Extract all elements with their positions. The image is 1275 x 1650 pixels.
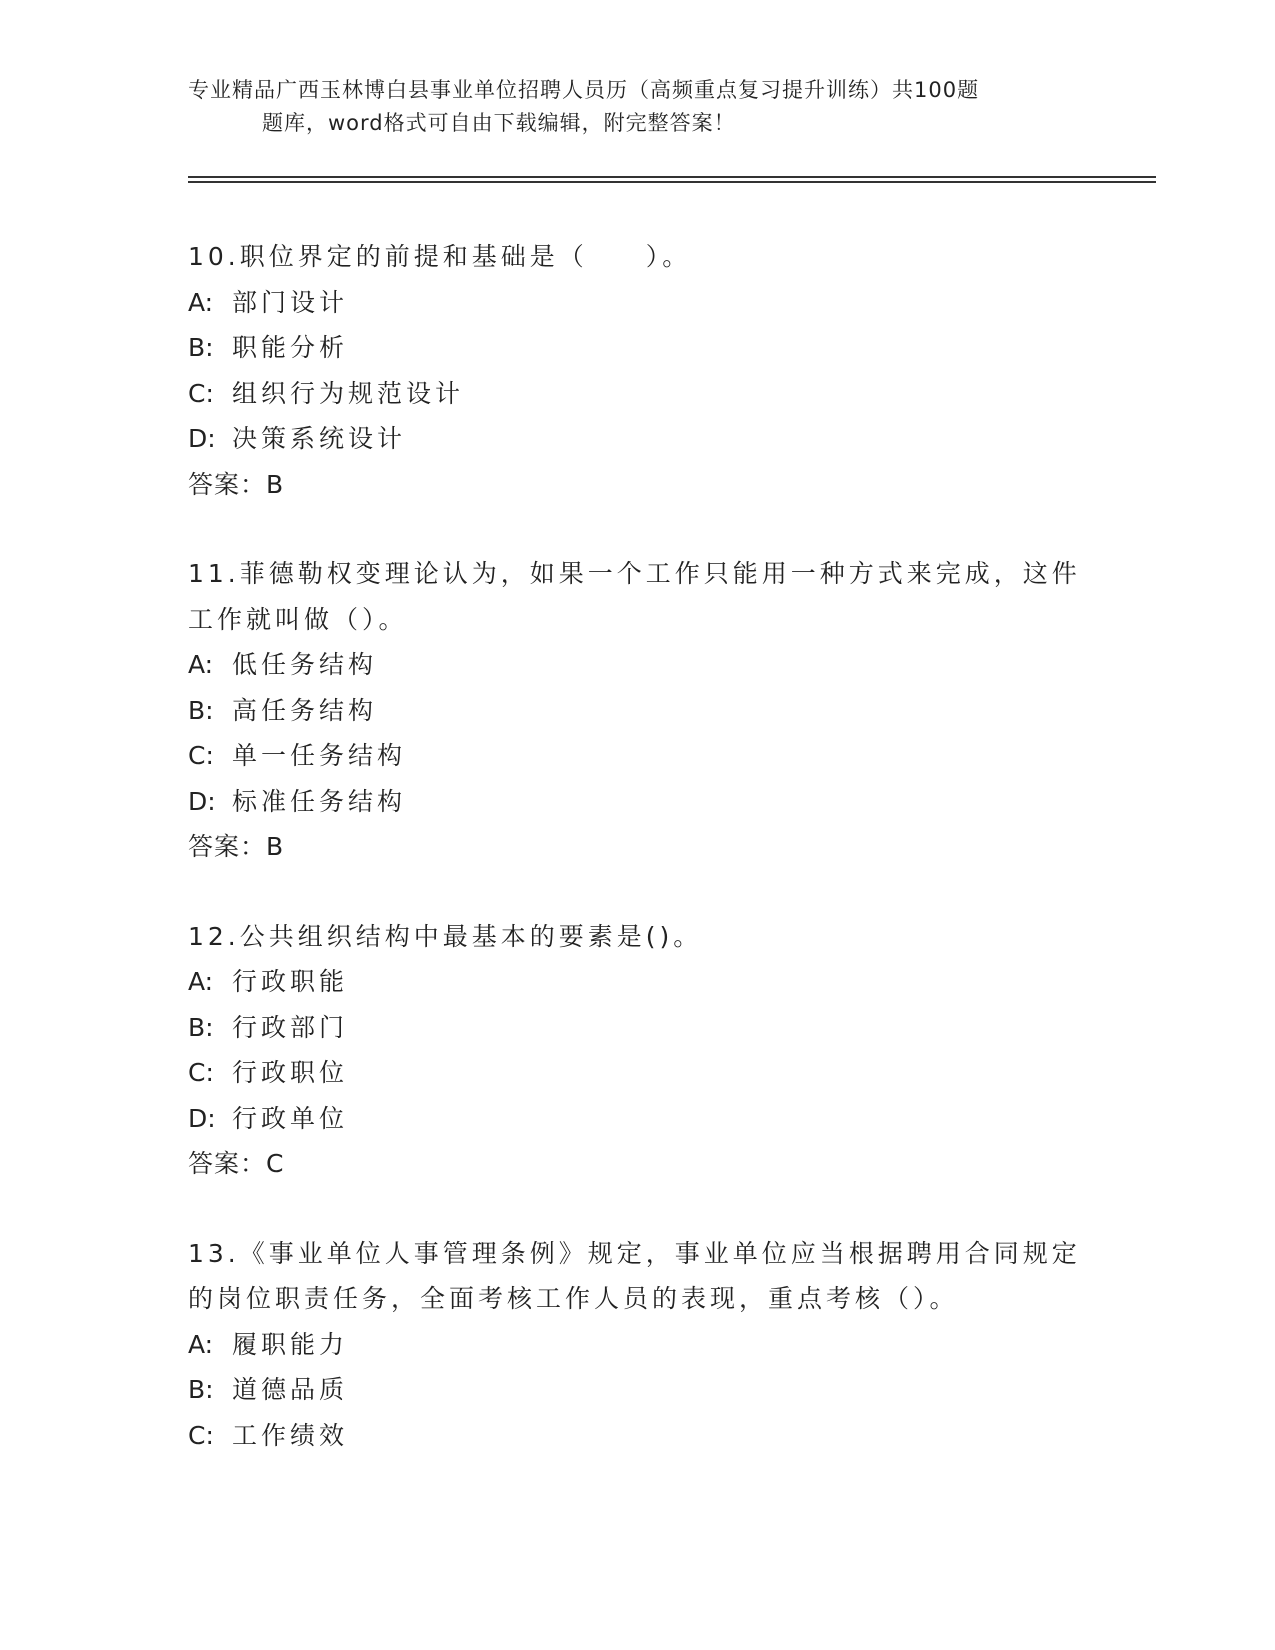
option-text: 低任务结构 [232, 650, 378, 679]
question-text: 11.菲德勒权变理论认为，如果一个工作只能用一种方式来完成，这件 [188, 559, 1081, 588]
option-c [188, 1050, 1088, 1096]
answer-line: 答案：B [188, 469, 285, 499]
option-text: 行政部门 [232, 1012, 349, 1042]
header-line-2: 题库，word格式可自由下载编辑，附完整答案！ [262, 111, 736, 135]
option-c [188, 1413, 1088, 1459]
option-letter: C: [188, 1058, 214, 1087]
option-b [188, 1005, 1088, 1051]
option-letter: A: [188, 967, 214, 996]
option-b [188, 325, 1088, 371]
option-text: 标准任务结构 [232, 786, 407, 816]
option-text: 组织行为规范设计 [232, 378, 465, 408]
question-text: 13.《事业单位人事管理条例》规定，事业单位应当根据聘用合同规定 [188, 1238, 1081, 1268]
option-text: 行政职能 [232, 967, 349, 996]
question-12 [188, 914, 1088, 1187]
option-b [188, 1367, 1088, 1413]
question-13 [188, 1231, 1088, 1459]
option-letter: A: [188, 650, 214, 679]
answer-line: 答案：B [188, 832, 285, 861]
option-a [188, 280, 1088, 326]
option-letter: A: [188, 287, 214, 317]
question-text-continued: 工作就叫做（）。 [188, 604, 408, 634]
option-d [188, 779, 1088, 825]
option-b [188, 688, 1088, 734]
option-d [188, 1096, 1088, 1142]
option-letter: C: [188, 1420, 214, 1450]
option-a [188, 1322, 1088, 1368]
option-letter: C: [188, 378, 214, 408]
option-letter: A: [188, 1329, 214, 1359]
header-rule-top [188, 176, 1156, 178]
option-c [188, 733, 1088, 779]
option-text: 道德品质 [232, 1375, 349, 1404]
question-11 [188, 551, 1088, 870]
option-letter: C: [188, 741, 214, 770]
answer-line: 答案：C [188, 1149, 285, 1178]
question-text: 12.公共组织结构中最基本的要素是()。 [188, 921, 703, 951]
option-text: 职能分析 [232, 333, 349, 362]
option-c [188, 371, 1088, 417]
option-text: 行政职位 [232, 1058, 349, 1087]
option-text: 履职能力 [232, 1329, 349, 1359]
option-d [188, 416, 1088, 462]
option-letter: D: [188, 424, 216, 453]
question-10 [188, 234, 1088, 507]
option-a [188, 642, 1088, 688]
question-text-continued: 的岗位职责任务，全面考核工作人员的表现，重点考核（）。 [188, 1284, 959, 1313]
option-letter: D: [188, 1103, 216, 1133]
option-letter: B: [188, 333, 214, 362]
header-rule-bottom [188, 181, 1156, 183]
option-letter: B: [188, 1375, 214, 1404]
option-text: 高任务结构 [232, 695, 378, 725]
option-text: 单一任务结构 [232, 741, 407, 770]
question-list [188, 234, 1088, 1502]
option-letter: B: [188, 695, 214, 725]
document-header [188, 74, 1088, 140]
option-text: 工作绩效 [232, 1420, 349, 1450]
option-letter: B: [188, 1012, 214, 1042]
option-text: 决策系统设计 [232, 424, 407, 453]
header-line-1: 专业精品广西玉林博白县事业单位招聘人员历（高频重点复习提升训练）共100题 [188, 78, 980, 102]
question-text: 10.职位界定的前提和基础是（ ）。 [188, 242, 692, 271]
option-text: 行政单位 [232, 1103, 349, 1133]
option-letter: D: [188, 786, 216, 816]
option-text: 部门设计 [232, 287, 349, 317]
option-a [188, 959, 1088, 1005]
